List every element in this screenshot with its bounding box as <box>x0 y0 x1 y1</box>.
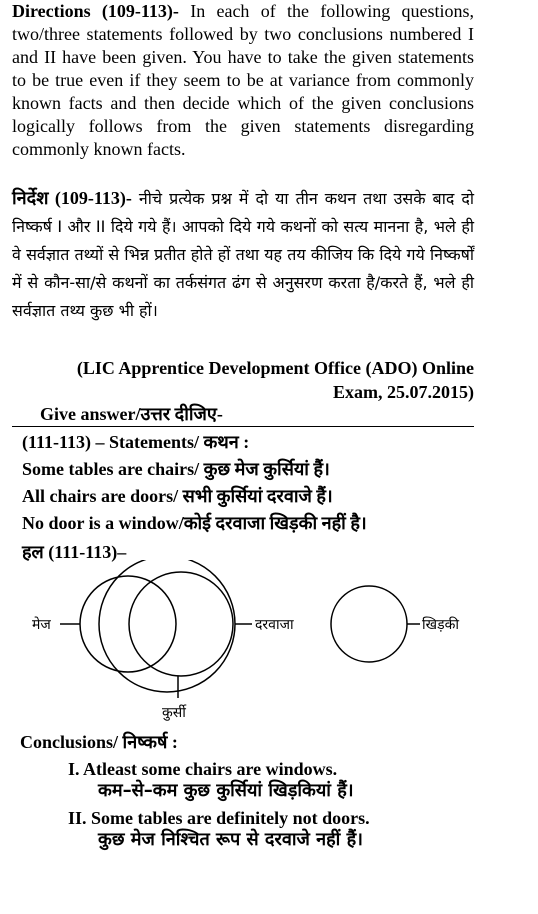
conclusion-1-hi: कम–से–कम कुछ कुर्सियां खिड़कियां हैं। <box>98 780 354 801</box>
chair-circle <box>129 572 233 676</box>
directions-en-text: In each of the following questions, two/three statements followed by two conclusions numbered I and II have been given. You have to take the given statements to be true even if they seem to be at variance from commonly known facts and then decide which of the given conclusions logically follows from the given statements disregarding commonly known facts. <box>12 1 475 159</box>
chair-label: कुर्सी <box>162 705 186 721</box>
directions-english <box>12 0 474 161</box>
door-circle <box>99 560 235 692</box>
statement-3: No door is a window/कोई दरवाजा खिड़की नहीं है। <box>22 513 367 533</box>
divider <box>12 426 474 427</box>
conclusions-heading: Conclusions/ निष्कर्ष : <box>20 732 178 752</box>
window-circle <box>331 586 407 662</box>
source-line-2: Exam, 25.07.2015) <box>333 382 474 402</box>
table-label: मेज <box>32 617 51 633</box>
directions-hi-text: नीचे प्रत्येक प्रश्न में दो या तीन कथन तथा उसके बाद दो निष्कर्ष I और II दिये गये हैं। आपको दिये गये कथनों को सत्य मानना है, भले ही वे सर्वज्ञात तथ्यों से भिन्न प्रतीत होते हों तथा यह तय कीजिय कि दिये गये निष्कर्षों में से कौन-सा/से कथनों का तर्कसंगत ढंग से अनुसरण करता है/करते हैं, भले ही सर्वज्ञात तथ्य कुछ भी हों। <box>12 189 474 320</box>
statement-2: All chairs are doors/ सभी कुर्सियां दरवाजे हैं। <box>22 486 333 506</box>
window-label: खिड़की <box>422 617 459 633</box>
directions-en-lead: Directions (109-113)- <box>12 1 179 21</box>
solution-heading: हल (111-113)– <box>22 542 127 562</box>
statements-heading: (111-113) – Statements/ कथन : <box>22 432 250 452</box>
conclusion-2-hi: कुछ मेज निश्चित रूप से दरवाजे नहीं हैं। <box>98 829 363 850</box>
directions-hindi <box>12 184 474 325</box>
conclusion-2-en: II. Some tables are definitely not doors. <box>68 808 370 828</box>
give-answer-label: Give answer/उत्तर दीजिए- <box>40 404 223 424</box>
table-circle <box>80 576 176 672</box>
venn-diagram <box>0 560 538 730</box>
door-label: दरवाजा <box>255 617 294 633</box>
directions-hi-lead: निर्देश (109-113)- <box>12 188 132 208</box>
conclusion-1-en: I. Atleast some chairs are windows. <box>68 759 338 779</box>
source-line-1: (LIC Apprentice Development Office (ADO) Online <box>76 358 474 378</box>
statement-1: Some tables are chairs/ कुछ मेज कुर्सियां हैं। <box>22 459 330 479</box>
